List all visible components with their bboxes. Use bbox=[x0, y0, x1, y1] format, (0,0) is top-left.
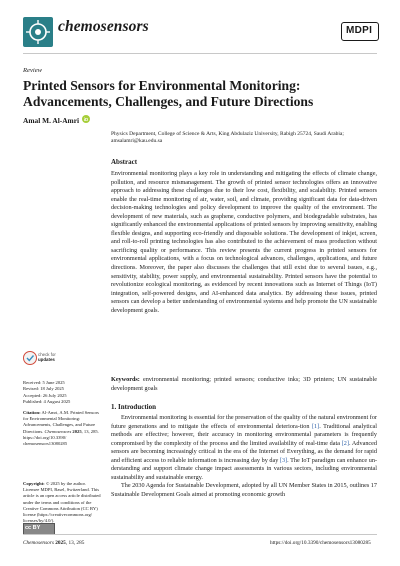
publisher-logo: MDPI bbox=[346, 25, 373, 36]
intro-paragraph: The 2030 Agenda for Sustainable Development, adopted by all UN Member States in 2015, outlines 17 Sustainable Development Goals aimed at promoting economic growth bbox=[111, 482, 377, 498]
citation-link[interactable]: [2] bbox=[341, 439, 349, 447]
revised-date: Revised: 18 July 2025 bbox=[23, 386, 64, 392]
introduction-body bbox=[111, 414, 377, 499]
citation-link[interactable]: [3] bbox=[279, 456, 288, 464]
journal-logo-icon bbox=[23, 17, 53, 47]
received-date: Received: 5 June 2025 bbox=[23, 380, 65, 385]
keywords-list: environmental monitoring; printed sensors; conductive inks; 3D printers; UN sustainable development goals bbox=[111, 376, 377, 392]
journal-name: chemosensors bbox=[58, 18, 149, 35]
abstract-heading: Abstract bbox=[111, 158, 138, 166]
section-heading: 1. Introduction bbox=[111, 403, 156, 411]
header-divider bbox=[23, 53, 377, 54]
article-title: Printed Sensors for Environmental Monitoring: Advancements, Challenges, and Future Directions bbox=[23, 78, 314, 110]
footer-doi-link[interactable]: https://doi.org/10.3390/chemosensors13080285 bbox=[270, 540, 371, 546]
article-type: Review bbox=[23, 67, 43, 74]
affiliation: Physics Department, College of Science & Arts, King Abdulaziz University, Rabigh 25724, Saudi Arabia; amsalamri@kau.edu.sa bbox=[111, 131, 344, 145]
keywords-label: Keywords: bbox=[111, 376, 140, 383]
author-name: Amal M. Al-Amri bbox=[23, 116, 80, 125]
footer-divider bbox=[23, 534, 377, 535]
publication-dates bbox=[23, 380, 103, 405]
keywords bbox=[111, 376, 377, 393]
published-date: Published: 4 August 2025 bbox=[23, 398, 71, 404]
cc-by-icon: cc BY bbox=[25, 525, 41, 531]
accepted-date: Accepted: 26 July 2025 bbox=[23, 392, 67, 398]
copyright-block: Copyright: © 2025 by the author. Licensee MDPI, Basel, Switzerland. This article is an open access article distributed under the terms and conditions of the Creative Commons Attribution (CC BY) license (https://creativecommons.org/ licenses/by/4.0/). bbox=[23, 481, 101, 524]
abstract-text: Environmental monitoring plays a key role in understanding and mitigating the effects of climate change, pollution, and resource mismanagement. The growth of printed sensor technologies offers an innovative approach to addressing these challenges due to their low cost, flexibility, and scalability. Printed sensors enable the real-time monitoring of air, water, soil, and climate, providing significant data for data-driven decision-making technologies and policy development to improve the quality of the environment. The development of new materials, such as graphene, conductive polymers, and biodegradable substrates, has significantly enhanced the environmental applications of printed sensors by improving sensitivity, enabling flexible designs, and supporting eco-friendly and disposable solutions. The development of inkjet, screen, and roll-to-roll printing technologies has also contributed to the achievement of mass production without sacrificing quality or performance. This review presents the current progress in printed sensors for environmental applications, with a focus on technological advances, challenges, applications, and future directions. Moreover, the paper also discusses the challenges that still exist due to several issues, e.g., sensitivity, stability, power supply, and environmental sustainability. Printed sensors have the potential to revolutionize ecological monitoring, as evidenced by recent innovations such as Internet of Things (IoT) integration, self-powered designs, and AI-enhanced data analytics. By addressing these issues, printed sensors can develop a better understanding of environmental systems and help promote the UN sustainable development goals. bbox=[111, 170, 377, 314]
check-for-updates-label[interactable]: check for updates bbox=[38, 352, 56, 362]
intro-paragraph: Environmental monitoring is essential for the preservation of the quality of the natural environment for future generations and to mitigate the effects of environmental deteriora-tion [1]. Traditional analytical methods are effective; however, their accuracy in monitoring environmental parameters is frequently compromised by the complexity of the process and the limited availability of real-time data [2]. Advanced sensors are becoming increasingly critical in the era of the Internet of Everything, as the demand for rapid and efficient access to reliable information is increasing day by day [3]. The IoT paradigm can enhance un-derstanding and support climate change impact assessments in various sectors, including environmental sustainability and sustainable energy. bbox=[111, 414, 378, 481]
svg-text:iD: iD bbox=[83, 116, 89, 122]
footer-citation: Chemosensors 2025, 13, 285 bbox=[23, 540, 85, 546]
orcid-icon[interactable] bbox=[82, 115, 90, 123]
citation-block: Citation: Al-Amri, A.M. Printed Sensors for Environmental Monitoring: Advancements, Challenges, and Future Directions. Chemosensors 2025, 13, 285. https://doi.org/10.3390/ chemosensors13080285 bbox=[23, 410, 99, 447]
citation-link[interactable]: [1] bbox=[311, 422, 320, 430]
